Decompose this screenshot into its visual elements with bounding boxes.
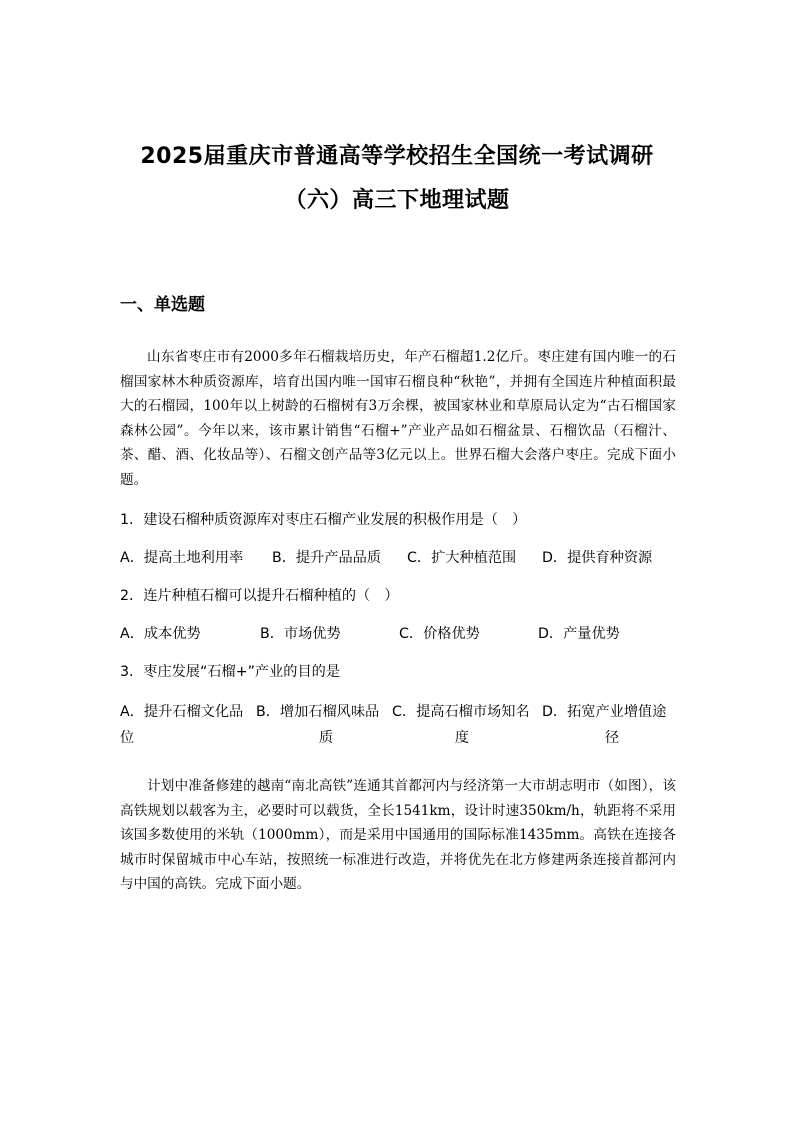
question-1-option-a: A．提高土地利用率 (120, 550, 244, 566)
question-3-option-d-line2: 径 (604, 730, 620, 746)
question-2-stem: 2．连片种植石榴可以提升石榴种植的（ ） (120, 588, 399, 604)
document-title-line-1: 2025届重庆市普通高等学校招生全国统一考试调研 (140, 144, 654, 169)
question-3-option-d-line1: D．拓宽产业增值途 (542, 704, 667, 720)
question-3-option-c (392, 700, 532, 750)
question-2-option-a: A．成本优势 (120, 626, 201, 642)
question-3-option-c-line1: C．提高石榴市场知名 (392, 704, 530, 720)
document-title-line-2: （六）高三下地理试题 (284, 188, 510, 213)
question-2-option-b: B．市场优势 (260, 626, 341, 642)
question-1-stem: 1．建设石榴种质资源库对枣庄石榴产业发展的积极作用是（ ） (120, 512, 527, 528)
reading-passage-2: 计划中准备修建的越南“南北高铁”连通其首都河内与经济第一大市胡志明市（如图），该高铁规划以载客为主，必要时可以载货，全长1541km，设计时速350km/h，轨距将不采用该国多数使用的米轨（1000mm），而是采用中国通用的国际标准1435mm。高铁在连接各城市时保留城市中心车站，按照统一标准进行改造，并将优先在北方修建两条连接首都河内与中国的高铁。完成下面小题。 (120, 778, 676, 893)
question-3-option-a-line2: 位 (120, 730, 135, 746)
question-3-stem: 3．枣庄发展“石榴+”产业的目的是 (120, 664, 341, 680)
question-3-option-b-line1: B．增加石榴风味品 (256, 704, 380, 720)
question-3-option-a (120, 700, 260, 750)
question-1-option-b: B．提升产品品质 (272, 550, 382, 566)
question-1-option-d: D．提供育种资源 (542, 550, 653, 566)
question-3-option-b (256, 700, 396, 750)
question-2-options (120, 622, 680, 646)
question-3-option-a-line1: A．提升石榴文化品 (120, 704, 244, 720)
question-2-option-c: C．价格优势 (399, 626, 480, 642)
question-3-option-b-line2: 质 (318, 730, 334, 746)
reading-passage-1: 山东省枣庄市有2000多年石榴栽培历史，年产石榴超1.2亿斤。枣庄建有国内唯一的石榴国家林木种质资源库，培育出国内唯一国审石榴良种“秋艳”，并拥有全国连片种植面积最大的石榴园，100年以上树龄的石榴树有3万余棵，被国家林业和草原局认定为“古石榴国家森林公园”。今年以来，该市累计销售“石榴+”产业产品如石榴盆景、石榴饮品（石榴汁、茶、醋、酒、化妆品等）、石榴文创产品等3亿元以上。世界石榴大会落户枣庄。完成下面小题。 (120, 349, 676, 488)
question-3-options (120, 700, 682, 750)
question-3-option-d (542, 700, 682, 750)
question-2-option-d: D．产量优势 (538, 626, 620, 642)
question-1-options (120, 546, 680, 570)
section-heading: 一、单选题 (120, 295, 205, 315)
question-3-option-c-line2: 度 (454, 730, 470, 746)
question-1-option-c: C．扩大种植范围 (407, 550, 517, 566)
